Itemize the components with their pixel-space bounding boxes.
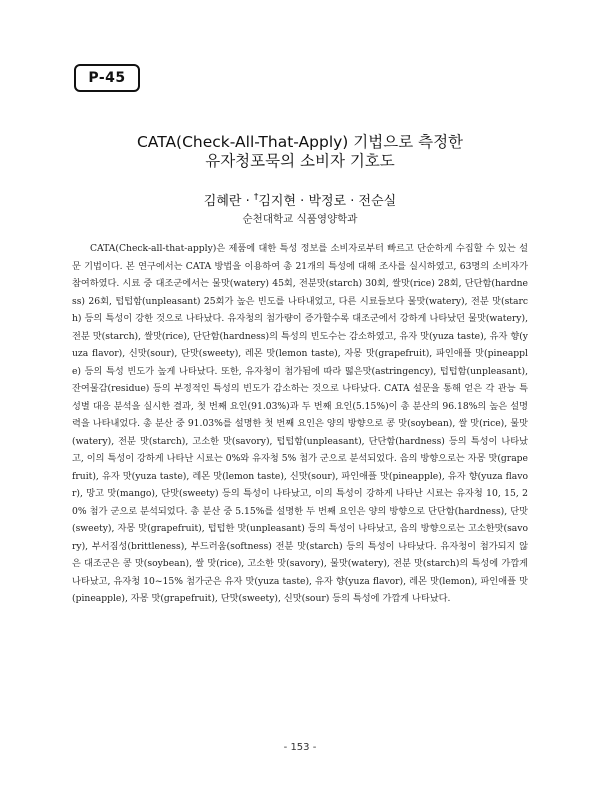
paper-title-line-2: 유자청포묵의 소비자 기호도 [205,152,395,170]
author-first: 김혜란 · [203,194,254,209]
page-number: - 153 - [283,742,317,753]
author-list [0,190,600,209]
corresponding-author-mark: † [253,192,259,203]
author-rest: 김지현 · 박정로 · 전순실 [258,194,397,209]
abstract-body: CATA(Check-all-that-apply)은 제품에 대한 특성 정보를 소비자로부터 빠르고 단순하게 수집할 수 있는 설문 기법이다. 본 연구에서는 CATA 방법을 이용하여 총 21개의 특성에 대해 조사를 실시하였고, 63명의 소비자가 참여하였다. 시료 중 대조군에서는 물맛(watery) 45회, 전분맛(starch) 30회, 쌀맛(rice) 28회, 단단함(hardness) 26회, 텁텁함(unpleasant) 25회가 높은 빈도를 나타내었고, 다른 시료들보다 물맛(watery), 전분 맛(starch) 등의 특성이 강한 것으로 나타났다. 유자청의 첨가량이 증가할수록 대조군에서 강하게 나타났던 물맛(watery), 전분 맛(starch), 쌀맛(rice), 단단함(hardness)의 특성의 빈도수는 감소하였고, 유자 맛(yuza taste), 유자 향(yuza flavor), 신맛(sour), 단맛(sweety), 레몬 맛(lemon taste), 자몽 맛(grapefruit), 파인애플 맛(pineapple) 등의 특성 빈도가 높게 나타났다. 또한, 유자청이 첨가됨에 따라 떫은맛(astringency), 텁텁함(unpleasant), 잔여물감(residue) 등의 부정적인 특성의 빈도가 감소하는 것으로 나타났다. CATA 설문을 통해 얻은 각 관능 특성별 대응 분석을 실시한 결과, 첫 번째 요인(91.03%)과 두 번째 요인(5.15%)이 총 분산의 96.18%의 높은 설명력을 나타내었다. 총 분산 중 91.03%를 설명한 첫 번째 요인은 양의 방향으로 콩 맛(soybean), 쌀 맛(rice), 물맛(watery), 전분 맛(starch), 고소한 맛(savory), 텁텁함(unpleasant), 단단함(hardness) 등의 특성이 나타났고, 이의 특성이 강하게 나타난 시료는 0%와 유자청 5% 첨가 군으로 분석되었다. 음의 방향으로는 자몽 맛(grapefruit), 유자 맛(yuza taste), 레몬 맛(lemon taste), 신맛(sour), 파인애플 맛(pineapple), 유자 향(yuza flavor), 망고 맛(mango), 단맛(sweety) 등의 특성이 나타났고, 이의 특성이 강하게 나타난 시료는 유자청 10, 15, 20% 첨가 군으로 분석되었다. 총 분산 중 5.15%를 설명한 두 번째 요인은 양의 방향으로 단단함(hardness), 단맛(sweety), 자몽 맛(grapefruit), 텁텁한 맛(unpleasant) 등의 특성이 나타났고, 음의 방향으로는 고소한맛(savory), 부서짐성(brittleness), 부드러움(softness) 전분 맛(starch) 등의 특성이 나타났다. 유자청이 첨가되지 않은 대조군은 콩 맛(soybean), 쌀 맛(rice), 고소한 맛(savory), 물맛(watery), 전분 맛(starch)의 특성에 가깝게 나타났고, 유자청 10~15% 첨가군은 유자 맛(yuza taste), 유자 향(yuza flavor), 레몬 맛(lemon), 파인애플 맛(pineapple), 자몽 맛(grapefruit), 단맛(sweety), 신맛(sour) 등의 특성에 가깝게 나타났다. [72,243,528,604]
affiliation: 순천대학교 식품영양학과 [242,213,358,225]
paper-title-line-1: CATA(Check-All-That-Apply) 기법으로 측정한 [136,133,464,151]
poster-number-badge: P-45 [74,64,140,92]
